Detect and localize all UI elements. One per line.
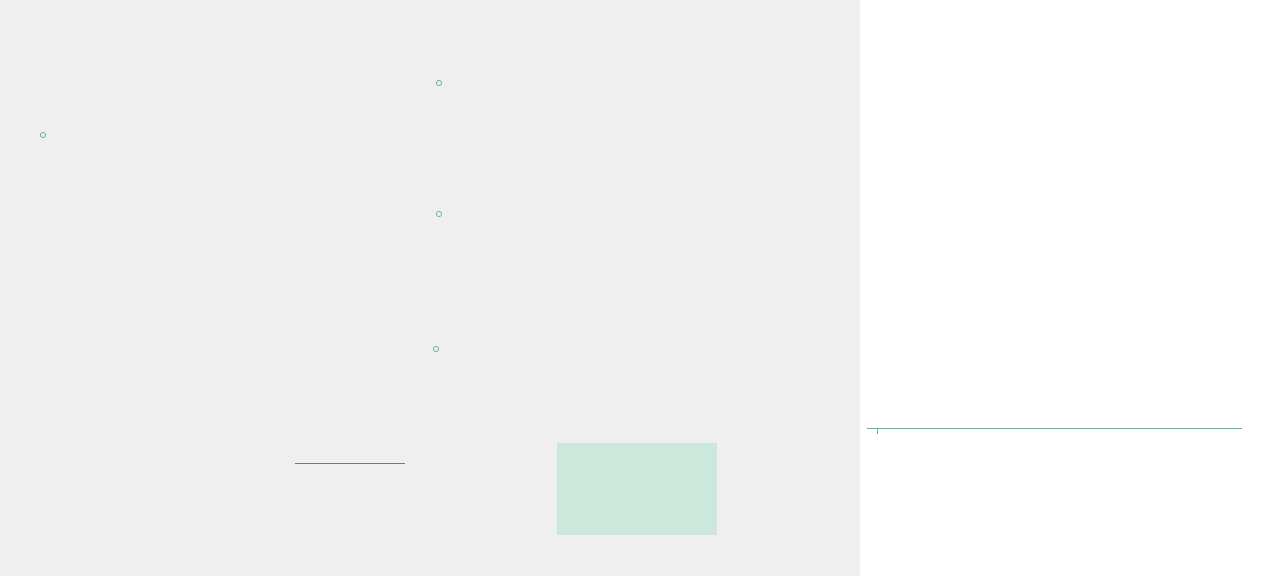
private-rings — [436, 228, 856, 318]
bullet-icon — [436, 211, 442, 217]
bullet-icon — [40, 132, 46, 138]
interview-panel — [860, 0, 1280, 576]
summary-divider — [867, 428, 1242, 429]
familiarity-divider — [295, 463, 405, 464]
property-diagram — [36, 146, 416, 336]
question-private — [436, 208, 447, 220]
question-property — [40, 130, 51, 141]
familiarity-chart — [30, 345, 290, 525]
question-stolen — [436, 77, 756, 91]
bullet-icon — [436, 80, 442, 86]
stolen-charts — [520, 108, 740, 188]
treated-table — [557, 443, 717, 535]
bullet-icon — [433, 346, 439, 352]
people-icons — [295, 478, 425, 492]
protected-bars — [700, 370, 840, 410]
